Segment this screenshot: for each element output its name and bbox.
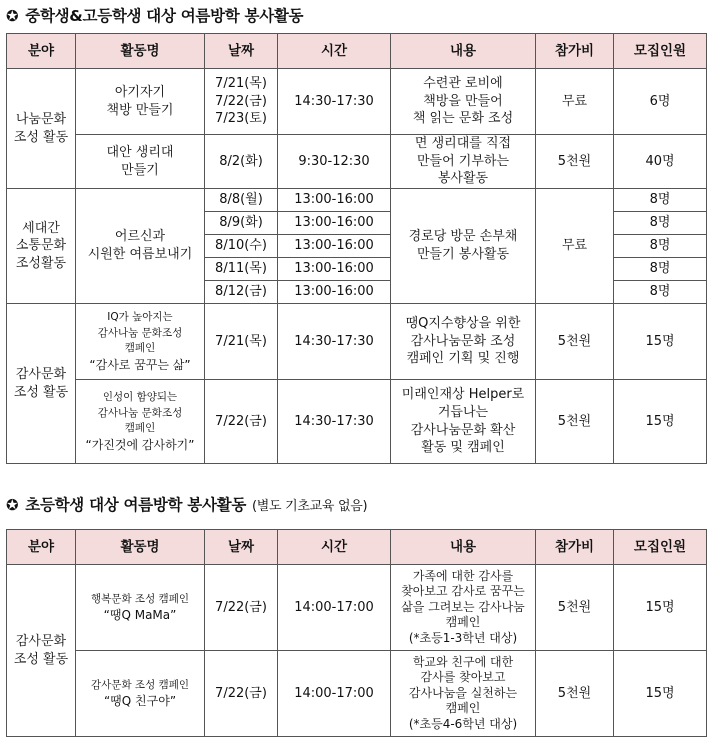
count-cell: 15명 xyxy=(614,380,707,464)
count-cell: 8명 xyxy=(614,281,707,304)
header-time: 시간 xyxy=(278,34,391,69)
table-row xyxy=(7,565,707,651)
date-cell: 8/8(월) xyxy=(205,189,278,212)
elementary-volunteer-table xyxy=(6,529,707,737)
date-cell: 7/21(목) 7/22(금) 7/23(토) xyxy=(205,69,278,135)
count-cell: 40명 xyxy=(614,135,707,189)
date-cell: 7/22(금) xyxy=(205,380,278,464)
date-cell: 7/22(금) xyxy=(205,565,278,651)
time-cell: 14:00-17:00 xyxy=(278,565,391,651)
date-cell: 8/10(수) xyxy=(205,235,278,258)
time-cell: 13:00-16:00 xyxy=(278,189,391,212)
header-count: 모집인원 xyxy=(614,34,707,69)
time-cell: 13:00-16:00 xyxy=(278,281,391,304)
header-fee: 참가비 xyxy=(536,530,614,565)
section1-title xyxy=(6,4,303,26)
time-cell: 9:30-12:30 xyxy=(278,135,391,189)
count-cell: 15명 xyxy=(614,651,707,737)
time-cell: 14:30-17:30 xyxy=(278,69,391,135)
header-time: 시간 xyxy=(278,530,391,565)
time-cell: 13:00-16:00 xyxy=(278,212,391,235)
fee-cell: 5천원 xyxy=(536,304,614,380)
table-header-row xyxy=(7,530,707,565)
count-cell: 6명 xyxy=(614,69,707,135)
activity-name-cell: 아기자기 책방 만들기 xyxy=(76,69,205,135)
table-row xyxy=(7,135,707,189)
section2-title-text: 초등학생 대상 여름방학 봉사활동 xyxy=(25,496,246,514)
date-cell: 8/9(화) xyxy=(205,212,278,235)
field-cell: 감사문화 조성 활동 xyxy=(7,565,76,737)
content-cell: 수련관 로비에 책방을 만들어 책 읽는 문화 조성 xyxy=(391,69,536,135)
middle-high-school-volunteer-table xyxy=(6,33,707,464)
count-cell: 15명 xyxy=(614,565,707,651)
table-header-row xyxy=(7,34,707,69)
header-content: 내용 xyxy=(391,34,536,69)
date-cell: 7/21(목) xyxy=(205,304,278,380)
header-activity: 활동명 xyxy=(76,34,205,69)
fee-cell: 5천원 xyxy=(536,565,614,651)
star-icon: ✪ xyxy=(6,496,19,514)
header-content: 내용 xyxy=(391,530,536,565)
activity-name-cell: 대안 생리대 만들기 xyxy=(76,135,205,189)
fee-cell: 5천원 xyxy=(536,651,614,737)
header-activity: 활동명 xyxy=(76,530,205,565)
header-field: 분야 xyxy=(7,530,76,565)
date-cell: 8/11(목) xyxy=(205,258,278,281)
field-cell: 세대간 소통문화 조성활동 xyxy=(7,189,76,304)
time-cell: 14:00-17:00 xyxy=(278,651,391,737)
table-row xyxy=(7,380,707,464)
header-date: 날짜 xyxy=(205,34,278,69)
content-cell: 면 생리대를 직접 만들어 기부하는 봉사활동 xyxy=(391,135,536,189)
time-cell: 13:00-16:00 xyxy=(278,258,391,281)
section2-title xyxy=(6,493,367,515)
content-cell: 땡Q지수향상을 위한 감사나눔문화 조성 캠페인 기획 및 진행 xyxy=(391,304,536,380)
header-date: 날짜 xyxy=(205,530,278,565)
table-row xyxy=(7,69,707,135)
section2-note: (별도 기초교육 없음) xyxy=(252,499,368,514)
table-row xyxy=(7,651,707,737)
time-cell: 14:30-17:30 xyxy=(278,304,391,380)
activity-name-cell: 행복문화 조성 캠페인 “땡Q MaMa” xyxy=(76,565,205,651)
fee-cell: 5천원 xyxy=(536,380,614,464)
content-cell: 학교와 친구에 대한 감사를 찾아보고 감사나눔을 실천하는 캠페인 (*초등4-6학년 대상) xyxy=(391,651,536,737)
count-cell: 8명 xyxy=(614,235,707,258)
count-cell: 8명 xyxy=(614,189,707,212)
activity-name-cell: 감사문화 조성 캠페인 “땡Q 친구야” xyxy=(76,651,205,737)
date-cell: 8/2(화) xyxy=(205,135,278,189)
table-row xyxy=(7,189,707,212)
field-cell: 감사문화 조성 활동 xyxy=(7,304,76,464)
fee-cell: 무료 xyxy=(536,189,614,304)
content-cell: 가족에 대한 감사를 찾아보고 감사로 꿈꾸는 삶을 그려보는 감사나눔 캠페인 (*초등1-3학년 대상) xyxy=(391,565,536,651)
activity-name-cell: 어르신과 시원한 여름보내기 xyxy=(76,189,205,304)
star-icon: ✪ xyxy=(6,7,19,25)
content-cell: 미래인재상 Helper로 거듭나는 감사나눔문화 확산 활동 및 캠페인 xyxy=(391,380,536,464)
count-cell: 15명 xyxy=(614,304,707,380)
header-count: 모집인원 xyxy=(614,530,707,565)
count-cell: 8명 xyxy=(614,212,707,235)
header-field: 분야 xyxy=(7,34,76,69)
time-cell: 13:00-16:00 xyxy=(278,235,391,258)
table-row xyxy=(7,304,707,380)
header-fee: 참가비 xyxy=(536,34,614,69)
activity-name-cell: 인성이 함양되는 감사나눔 문화조성 캠페인 “가진것에 감사하기” xyxy=(76,380,205,464)
date-cell: 7/22(금) xyxy=(205,651,278,737)
field-cell: 나눔문화 조성 활동 xyxy=(7,69,76,189)
fee-cell: 5천원 xyxy=(536,135,614,189)
section1-title-text: 중학생&고등학생 대상 여름방학 봉사활동 xyxy=(25,7,304,25)
count-cell: 8명 xyxy=(614,258,707,281)
fee-cell: 무료 xyxy=(536,69,614,135)
time-cell: 14:30-17:30 xyxy=(278,380,391,464)
content-cell: 경로당 방문 손부채 만들기 봉사활동 xyxy=(391,189,536,304)
activity-name-cell: IQ가 높아지는 감사나눔 문화조성 캠페인 “감사로 꿈꾸는 삶” xyxy=(76,304,205,380)
date-cell: 8/12(금) xyxy=(205,281,278,304)
